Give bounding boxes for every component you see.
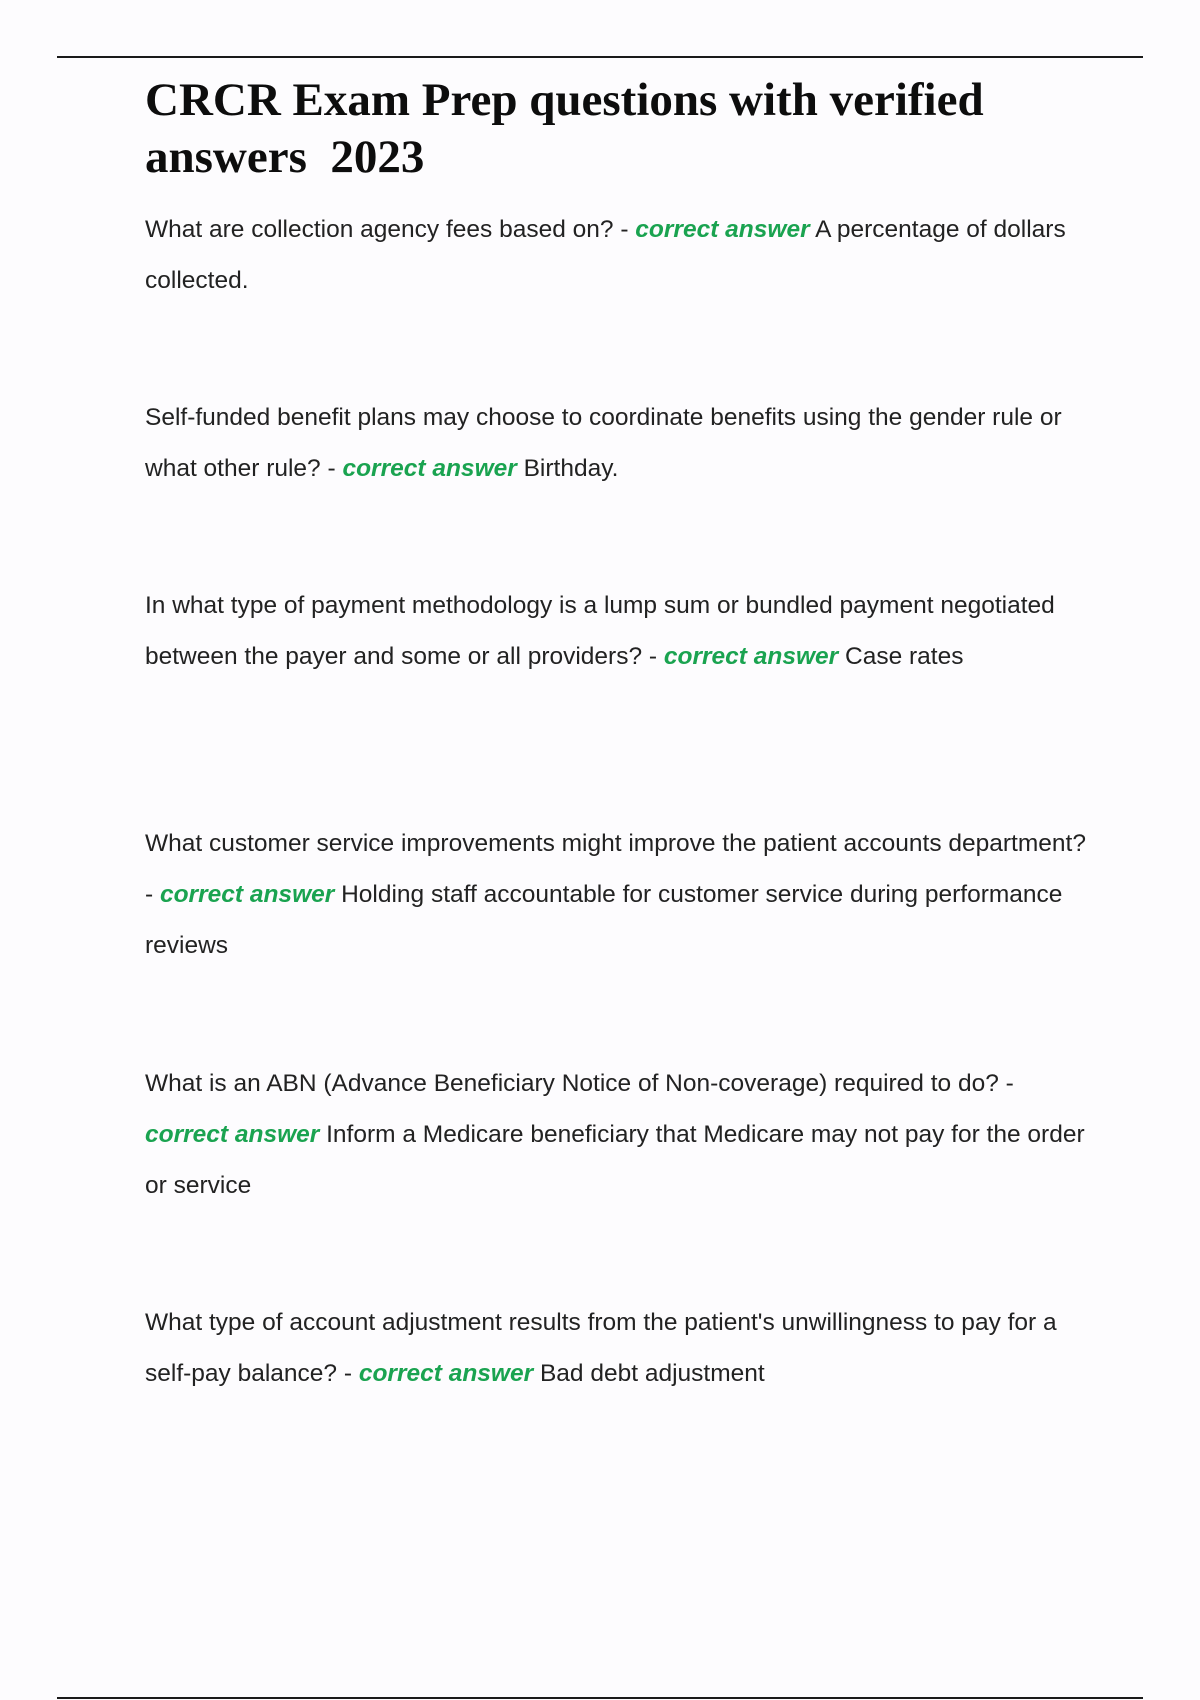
separator: - xyxy=(145,881,160,908)
answer-text: Inform a Medicare beneficiary that Medicare may not pay for the order or service xyxy=(145,1121,1085,1199)
bottom-rule xyxy=(57,1697,1143,1699)
answer-text: Case rates xyxy=(845,643,964,670)
correct-answer-label: correct answer xyxy=(663,643,839,670)
qa-item xyxy=(145,818,1095,971)
correct-answer-label: correct answer xyxy=(635,216,810,243)
correct-answer-label: correct answer xyxy=(145,1121,320,1148)
document-title: CRCR Exam Prep questions with verified answers 2023 xyxy=(145,74,996,183)
separator: - xyxy=(613,216,636,243)
question-text: What are collection agency fees based on? xyxy=(145,216,614,243)
separator: - xyxy=(320,455,343,482)
qa-item xyxy=(145,1297,1095,1399)
question-text: What is an ABN (Advance Beneficiary Notice of Non-coverage) required to do? xyxy=(145,1070,999,1097)
question-text: Self-funded benefit plans may choose to coordinate benefits using the gender rule or what other rule? xyxy=(145,404,1062,482)
qa-item xyxy=(145,392,1095,494)
question-text: What customer service improvements might improve the patient accounts department? xyxy=(145,830,1086,857)
correct-answer-label: correct answer xyxy=(159,881,335,908)
separator: - xyxy=(998,1070,1014,1097)
answer-text: Holding staff accountable for customer service during performance reviews xyxy=(145,881,1063,959)
correct-answer-label: correct answer xyxy=(342,455,517,482)
qa-item xyxy=(145,1058,1095,1211)
question-text: What type of account adjustment results from the patient's unwillingness to pay for a self-pay balance? xyxy=(145,1309,1057,1387)
correct-answer-label: correct answer xyxy=(358,1360,534,1387)
separator: - xyxy=(337,1360,359,1387)
answer-text: Bad debt adjustment xyxy=(539,1360,765,1387)
answer-text: A percentage of dollars collected. xyxy=(145,216,1066,294)
qa-item xyxy=(145,580,1095,682)
qa-item xyxy=(145,204,1095,306)
answer-text: Birthday. xyxy=(523,455,619,482)
top-rule xyxy=(57,56,1143,58)
question-text: In what type of payment methodology is a lump sum or bundled payment negotiated between the payer and some or all providers? xyxy=(145,592,1055,670)
separator: - xyxy=(642,643,664,670)
